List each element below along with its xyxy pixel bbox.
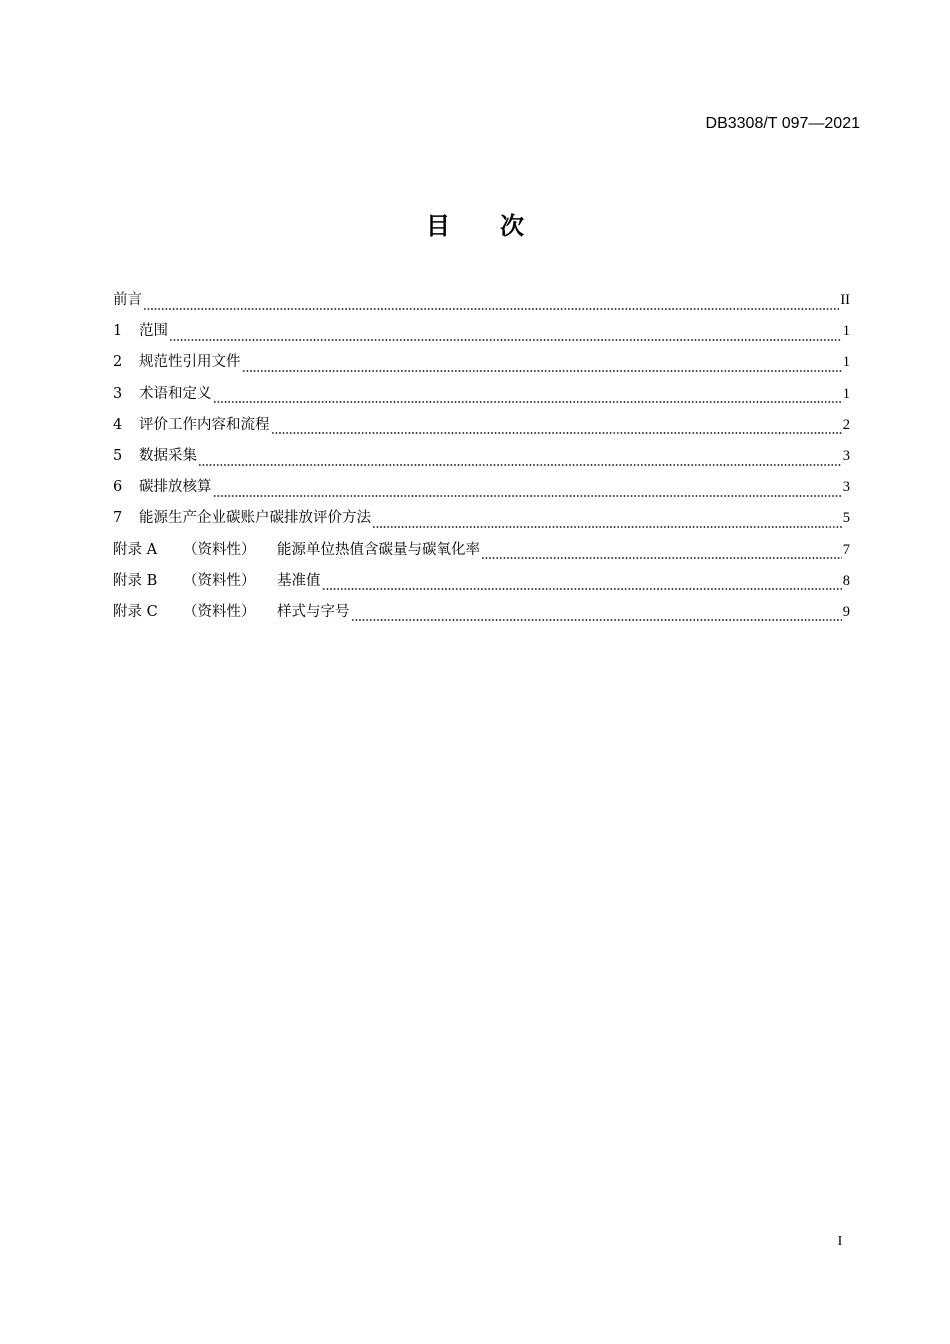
toc-item-label: 能源生产企业碳账户碳排放评价方法: [139, 510, 371, 527]
toc-item-data-collection[interactable]: [113, 441, 850, 472]
toc-item-number: 3: [113, 385, 123, 402]
toc-item-carbon-accounting[interactable]: [113, 472, 850, 503]
toc-item-page: II: [840, 292, 850, 308]
toc-item-page: 7: [842, 541, 850, 558]
toc-item-label: 数据采集: [139, 447, 197, 464]
toc-title-char-1: 目: [426, 212, 450, 240]
toc-item-page: 3: [842, 447, 850, 464]
toc-item-appendix-b[interactable]: [113, 566, 850, 597]
toc-item-evaluation-process[interactable]: [113, 410, 850, 441]
page-number: I: [837, 1234, 843, 1249]
toc-item-evaluation-method[interactable]: [113, 503, 850, 534]
toc-item-nature: （资料性）: [183, 541, 256, 558]
toc-item-appendix-a[interactable]: [113, 535, 850, 566]
toc-item-terms-definitions[interactable]: [113, 379, 850, 410]
toc-title-char-2: 次: [500, 212, 524, 240]
toc-item-label: 基准值: [277, 572, 321, 589]
toc-item-label: 样式与字号: [277, 603, 350, 620]
toc-item-number: 6: [113, 479, 123, 496]
toc-item-nature: （资料性）: [183, 603, 256, 620]
toc-item-page: 9: [842, 603, 850, 620]
toc-item-number: 7: [113, 510, 123, 527]
toc-item-page: 3: [842, 479, 850, 496]
toc-leader-dots: [481, 557, 842, 559]
toc-item-nature: （资料性）: [183, 572, 256, 589]
toc-item-number: 4: [113, 416, 123, 433]
toc-item-label: 前言: [113, 292, 142, 308]
toc-item-page: 2: [842, 416, 850, 433]
toc-item-number: 1: [113, 323, 123, 340]
toc-item-number: 附录 A: [113, 541, 158, 558]
toc-item-page: 8: [842, 572, 850, 589]
toc-leader-dots: [372, 526, 842, 528]
toc-item-number: 2: [113, 354, 123, 371]
toc-item-scope[interactable]: [113, 316, 850, 347]
toc-leader-dots: [322, 588, 842, 590]
toc-item-number: 附录 B: [113, 572, 158, 589]
document-code: DB3308/T 097—2021: [705, 115, 860, 132]
toc-list: [113, 285, 850, 628]
toc-item-number: 5: [113, 447, 123, 464]
toc-item-label: 能源单位热值含碳量与碳氧化率: [277, 541, 480, 558]
toc-item-label: 规范性引用文件: [139, 354, 241, 371]
toc-item-label: 评价工作内容和流程: [139, 416, 270, 433]
toc-leader-dots: [143, 308, 839, 310]
toc-leader-dots: [213, 401, 842, 403]
toc-item-label: 碳排放核算: [139, 479, 212, 496]
toc-item-page: 1: [842, 385, 850, 402]
toc-item-page: 1: [842, 323, 850, 340]
toc-item-page: 1: [842, 354, 850, 371]
toc-leader-dots: [351, 619, 842, 621]
toc-item-number: 附录 C: [113, 603, 158, 620]
toc-leader-dots: [198, 464, 842, 466]
toc-leader-dots: [213, 495, 842, 497]
toc-item-page: 5: [842, 510, 850, 527]
toc-item-label: 范围: [139, 323, 168, 340]
toc-leader-dots: [169, 339, 842, 341]
toc-title: [0, 206, 950, 246]
toc-item-appendix-c[interactable]: [113, 597, 850, 628]
toc-leader-dots: [271, 432, 842, 434]
toc-item-label: 术语和定义: [139, 385, 212, 402]
toc-item-normative-references[interactable]: [113, 347, 850, 378]
toc-leader-dots: [242, 370, 842, 372]
toc-item-foreword[interactable]: [113, 285, 850, 316]
